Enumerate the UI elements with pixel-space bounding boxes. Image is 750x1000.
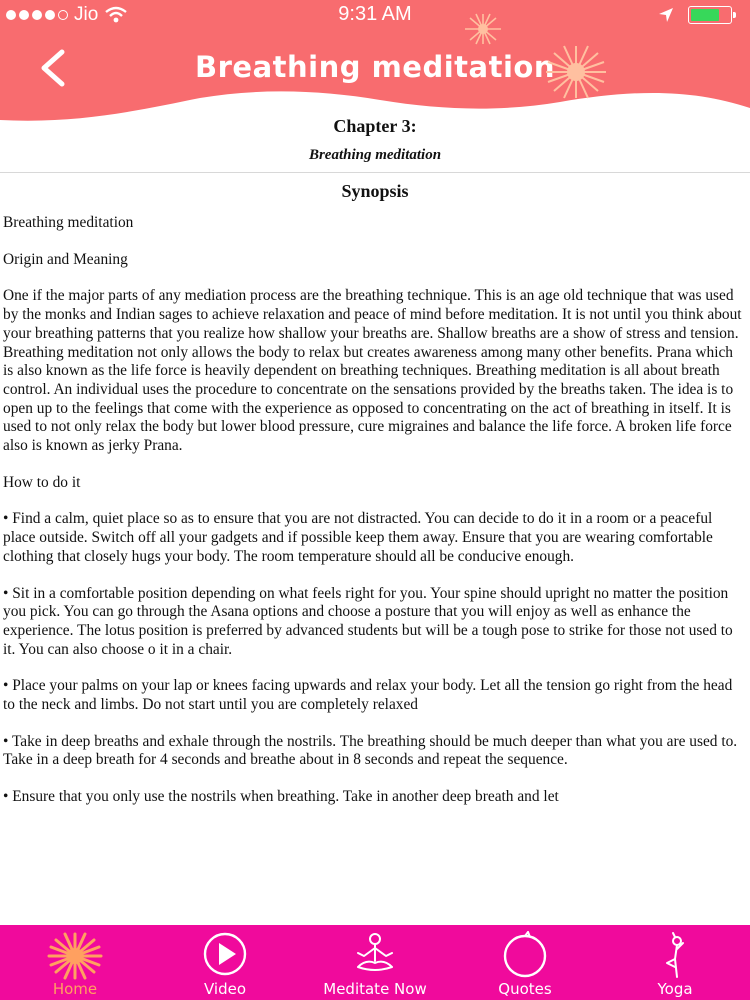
synopsis-heading: Synopsis	[341, 181, 409, 201]
paragraph: One if the major parts of any mediation process are the breathing technique. This is an age old technique that was used by the monks and Indian sages to achieve relaxation and peace of mind before meditation. It is not until you think about your breathing patterns that you realize how shallow your breaths are. Shallow breaths are a show of stress and tension. Breathing meditation not only allows the body to relax but creates awareness among many other benefits. Prana which is also known as the life force is heavily dependent on breathing techniques. Breathing meditation is all about breath control. An individual uses the procedure to concentrate on the sensations provided by the breaths taken. The idea is to open up to the feelings that come with the experience as opposed to concentrating on the act of breathing in itself. It is used to not only relax the body but lower blood pressure, cure migraines and balance the life force. A broken life force also is known as jerky Prana.	[3, 287, 742, 455]
paragraph: • Place your palms on your lap or knees facing upwards and relax your body. Let all the tension go right from the head to the neck and limbs. Do not start until you are completely relaxed	[3, 677, 733, 714]
yoga-pose-icon	[655, 931, 695, 981]
status-time: 9:31 AM	[338, 3, 412, 25]
tab-yoga[interactable]	[600, 925, 750, 1000]
decorative-star-icon	[542, 44, 610, 100]
battery-icon	[688, 6, 732, 24]
paragraph: • Find a calm, quiet place so as to ensure that you are not distracted. You can decide to do it in a room or a peaceful place outside. Switch off all your gadgets and if possible keep them away. Ensure that you are wearing comfortable clothing that closely hugs your body. The room temperature should all be conducive enough.	[3, 510, 713, 565]
flower-icon	[46, 931, 104, 981]
tab-bar	[0, 925, 750, 1000]
header	[0, 0, 750, 128]
divider	[0, 172, 750, 173]
location-arrow-icon	[658, 7, 674, 23]
chapter-content[interactable]	[0, 110, 750, 925]
chapter-heading: Chapter 3:	[333, 116, 417, 136]
meditation-pose-icon	[350, 931, 400, 979]
tab-label: Home	[52, 980, 98, 998]
play-icon	[202, 931, 248, 977]
tab-meditate-now[interactable]	[300, 925, 450, 1000]
carrier-name: Jio	[74, 4, 99, 25]
paragraph: Breathing meditation	[3, 214, 134, 231]
tab-home[interactable]	[0, 925, 150, 1000]
paragraph: How to do it	[3, 473, 81, 491]
quotes-circle-icon	[500, 931, 550, 979]
paragraph: • Ensure that you only use the nostrils when breathing. Take in another deep breath and let	[3, 788, 559, 806]
page-title: Breathing meditation	[195, 50, 555, 84]
tab-label: Meditate Now	[323, 980, 427, 998]
tab-video[interactable]	[150, 925, 300, 1000]
paragraph: Origin and Meaning	[3, 250, 128, 268]
status-bar	[0, 0, 750, 30]
tab-label: Quotes	[498, 980, 552, 998]
tab-label: Yoga	[657, 980, 693, 998]
tab-label: Video	[203, 980, 247, 998]
chapter-subtitle: Breathing meditation	[308, 147, 442, 163]
paragraph: • Sit in a comfortable position depending on what feels right for you. Your spine should upright no matter the position you pick. You can go through the Asana options and choose a posture that you will enjoy as well as enhance the experience. The lotus position is preferred by advanced students but will be a tough pose to strike for those not used to it. You can also choose o it in a chair.	[3, 584, 733, 658]
decorative-star-icon	[462, 12, 504, 46]
tab-quotes[interactable]	[450, 925, 600, 1000]
paragraph: • Take in deep breaths and exhale through the nostrils. The breathing should be much deeper than what you are used to. Take in a deep breath for 4 seconds and breathe about in 8 seconds and repeat the sequence.	[3, 732, 738, 769]
